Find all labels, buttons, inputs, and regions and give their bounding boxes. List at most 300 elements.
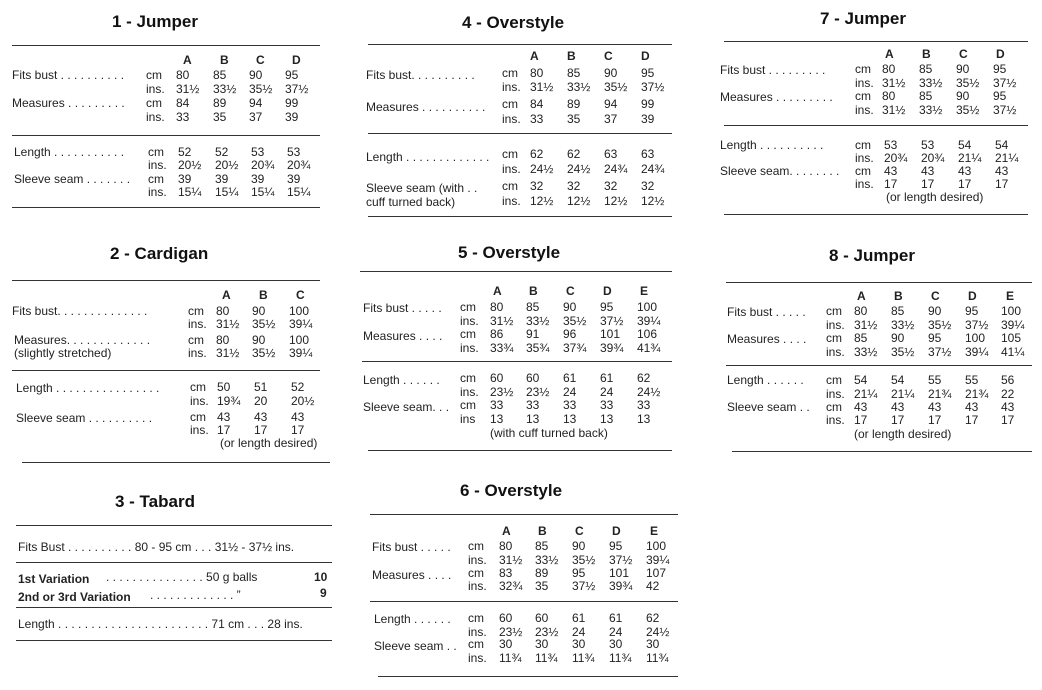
value-cell: 24 [563,385,577,399]
value-cell: 31½ [499,553,523,567]
divider [360,271,672,272]
value-cell: 20½ [291,394,315,408]
unit-ins: ins. [855,177,874,191]
value-cell: 30 [609,637,623,651]
unit-ins: ins. [826,387,845,401]
divider [16,562,332,563]
value-cell: 84 [530,97,544,111]
value-cell: 43 [995,164,1009,178]
row-label-sleeve-seam: Sleeve seam. . . . . . . . [720,164,840,178]
block-title: 3 - Tabard [115,492,195,511]
value-cell: 22 [1001,387,1015,401]
value-cell: 33 [637,398,651,412]
value-cell: 89 [567,97,581,111]
value-cell: 13 [526,412,540,426]
value-cell: 85 [535,539,549,553]
value-cell: 100 [646,539,667,553]
value-cell: 35½ [891,345,915,359]
value-cell: 99 [641,97,655,111]
value-cell: 80 [530,66,544,80]
value-cell: 21¾ [928,387,952,401]
size-header: C [931,289,940,303]
value-cell: 17 [1001,413,1015,427]
divider [12,280,320,281]
value-cell: 17 [217,423,231,437]
row-label-sleeve-seam: Sleeve seam (with . . [366,181,478,195]
value-cell: 37½ [641,80,665,94]
size-header: E [650,524,659,538]
row-label-note: (slightly stretched) [14,346,112,360]
value-cell: 62 [530,147,544,161]
value-cell: 15¼ [215,185,239,199]
block-title: 6 - Overstyle [460,481,563,500]
size-header: B [529,284,538,298]
value-cell: 101 [609,566,630,580]
value-cell: 43 [1001,400,1015,414]
value-cell: 54 [995,138,1009,152]
size-header: D [641,49,650,63]
value-cell: 20¾ [287,158,311,172]
value-cell: 21¼ [891,387,915,401]
value-cell: 39 [287,172,301,186]
size-header: A [885,47,894,61]
value-cell: 35½ [249,82,273,96]
value-cell: 80 [490,300,504,314]
unit-cm: cm [826,331,842,345]
value-cell: 13 [600,412,614,426]
value-cell: 80 [854,304,868,318]
value-cell: 32 [604,179,618,193]
value-cell: 80 [882,62,896,76]
value-cell: 23½ [526,385,550,399]
value-cell: 61 [572,611,586,625]
value-cell: 17 [891,413,905,427]
unit-cm: cm [148,145,164,159]
value-cell: 37½ [993,103,1017,117]
value-cell: 90 [956,89,970,103]
value-cell: 90 [891,331,905,345]
value-cell: 37 [249,110,263,124]
value-cell: 15¼ [251,185,275,199]
footnote: (or length desired) [886,190,984,204]
value-cell: 31½ [530,80,554,94]
value-cell: 80 [882,89,896,103]
value-cell: 11¾ [609,651,632,665]
unit-ins: ins. [146,82,165,96]
value-cell: 55 [965,373,979,387]
value-cell: 13 [563,412,577,426]
size-header: D [612,524,621,538]
row-label-length: Length . . . . . . [374,612,451,626]
row-label-sleeve-seam: Sleeve seam . . . . . . . . . . [16,411,153,425]
value-cell: 60 [526,371,540,385]
value-cell: 33 [563,398,577,412]
unit-cm: cm [460,398,476,412]
unit-cm: cm [855,89,871,103]
value-cell: 35½ [252,346,276,360]
value-cell: 24½ [637,385,661,399]
value-cell: 23½ [490,385,514,399]
unit-ins: ins. [460,385,479,399]
unit-ins: ins. [826,413,845,427]
value-cell: 12½ [567,194,591,208]
value-cell: 31½ [176,82,200,96]
unit-cm: cm [190,380,206,394]
size-header: E [1006,289,1015,303]
unit-cm: cm [468,611,484,625]
value-cell: 21¼ [958,151,982,165]
value-cell: 95 [609,539,623,553]
unit-cm: cm [855,62,871,76]
unit-cm: cm [502,179,518,193]
divider [724,214,1028,215]
row-label-measures: Measures . . . . [727,332,807,346]
value-cell: 85 [526,300,540,314]
value-cell: 15¼ [178,185,202,199]
row-leader: . . . . . . . . . . . . . . . 50 g balls [106,570,258,584]
value-cell: 39¼ [637,314,661,328]
value-cell: 80 [176,68,190,82]
value-cell: 85 [567,66,581,80]
unit-cm: cm [146,96,162,110]
value-cell: 54 [958,138,972,152]
row-label-measures: Measures . . . . . . . . . [720,90,833,104]
divider [368,450,672,451]
value-cell: 39¼ [289,346,313,360]
value-cell: 95 [600,300,614,314]
unit-ins: ins. [148,185,167,199]
value-cell: 95 [572,566,586,580]
value-cell: 35½ [572,553,596,567]
unit-cm: cm [148,172,164,186]
row-label-length: Length . . . . . . . . . . . . . [366,150,490,164]
size-header: A [493,284,502,298]
value-cell: 24 [572,625,586,639]
value-cell: 33½ [919,76,943,90]
value-cell: 106 [637,327,658,341]
value-cell: 33½ [567,80,591,94]
value-cell: 35 [535,579,549,593]
value-cell: 54 [854,373,868,387]
value-cell: 17 [965,413,979,427]
value-cell: 24¾ [641,162,665,176]
value-cell: 35½ [604,80,628,94]
value-cell: 95 [993,89,1007,103]
size-header: D [996,47,1005,61]
row-label-length: Length . . . . . . . . . . . . . . . . [16,381,160,395]
value-cell: 31½ [882,76,906,90]
divider [726,282,1032,283]
size-header: B [220,53,229,67]
unit-ins: ins. [190,394,209,408]
unit-cm: cm [460,300,476,314]
divider [12,207,320,208]
value-cell: 95 [285,68,299,82]
value-cell: 95 [928,331,942,345]
value-cell: 10 [314,570,328,584]
value-cell: 11¾ [535,651,558,665]
row-label-fits-bust: Fits bust . . . . . . . . . [720,63,826,77]
value-cell: 19¾ [217,394,241,408]
value-cell: 20½ [178,158,202,172]
value-cell: 21¼ [854,387,878,401]
value-cell: 24½ [530,162,554,176]
unit-ins: ins. [826,318,845,332]
size-header: D [968,289,977,303]
unit-cm: cm [468,637,484,651]
unit-ins: ins. [468,579,487,593]
value-cell: 20 [254,394,268,408]
value-cell: 24½ [567,162,591,176]
value-cell: 21¾ [965,387,989,401]
value-cell: 43 [217,410,231,424]
row-label-note: cuff turned back) [366,195,456,209]
value-cell: 23½ [535,625,559,639]
value-cell: 39 [641,112,655,126]
divider [22,462,330,463]
value-cell: 30 [572,637,586,651]
value-cell: 85 [213,68,227,82]
unit-cm: cm [188,333,204,347]
value-cell: 100 [289,333,310,347]
unit-ins: ins. [855,103,874,117]
block-title: 1 - Jumper [112,12,198,31]
size-header: C [575,524,584,538]
value-cell: 15¼ [287,185,311,199]
divider [12,370,320,371]
value-cell: 56 [1001,373,1015,387]
value-cell: 35 [213,110,227,124]
divider [370,514,678,515]
value-cell: 90 [928,304,942,318]
size-header: B [538,524,547,538]
divider [724,41,1028,42]
unit-cm: cm [826,373,842,387]
unit-ins: ins. [148,158,167,172]
value-cell: 11¾ [572,651,595,665]
row-label-sleeve-seam: Sleeve seam . . [374,639,457,653]
value-cell: 32 [567,179,581,193]
row-label-sleeve-seam: Sleeve seam . . . . . . . [14,172,131,186]
value-cell: 90 [252,304,266,318]
value-cell: 33 [490,398,504,412]
value-cell: 43 [291,410,305,424]
value-cell: 90 [572,539,586,553]
row-label-length: Length . . . . . . . . . . . [14,145,125,159]
value-cell: 41¼ [1001,345,1025,359]
unit-cm: cm [502,66,518,80]
value-cell: 33 [530,112,544,126]
value-cell: 86 [490,327,504,341]
value-cell: 53 [921,138,935,152]
value-cell: 9 [320,586,327,600]
unit-ins: ins. [460,341,479,355]
value-cell: 85 [891,304,905,318]
unit-cm: cm [188,304,204,318]
value-cell: 17 [928,413,942,427]
divider [16,640,332,641]
value-cell: 13 [637,412,651,426]
size-header: C [296,288,305,302]
divider [12,135,320,136]
value-cell: 99 [285,96,299,110]
row-leader: . . . . . . . . . . . . . ” [150,588,241,602]
unit-ins: ins. [146,110,165,124]
value-cell: 37½ [928,345,952,359]
value-cell: 89 [213,96,227,110]
divider [732,451,1032,452]
value-cell: 41¾ [637,341,661,355]
value-cell: 30 [646,637,660,651]
unit-ins: ins. [855,76,874,90]
value-cell: 107 [646,566,667,580]
unit-ins: ins. [188,346,207,360]
size-header: D [603,284,612,298]
value-cell: 55 [928,373,942,387]
value-cell: 63 [604,147,618,161]
unit-ins: ins. [460,314,479,328]
value-cell: 39¼ [965,345,989,359]
unit-cm: cm [855,164,871,178]
value-cell: 37½ [609,553,633,567]
value-cell: 90 [563,300,577,314]
unit-ins: ins. [826,345,845,359]
size-header: C [256,53,265,67]
value-cell: 30 [499,637,513,651]
value-cell: 17 [921,177,935,191]
value-cell: 61 [609,611,623,625]
block-title: 4 - Overstyle [462,13,565,32]
value-cell: 33 [600,398,614,412]
value-cell: 37½ [965,318,989,332]
value-cell: 32 [641,179,655,193]
value-cell: 17 [854,413,868,427]
value-cell: 52 [178,145,192,159]
unit-cm: cm [826,304,842,318]
value-cell: 39¼ [646,553,670,567]
value-cell: 43 [921,164,935,178]
unit-ins: ins. [468,625,487,639]
value-cell: 90 [249,68,263,82]
unit-ins: ins. [502,162,521,176]
unit-ins: ins. [190,423,209,437]
unit-ins: ins [460,412,476,426]
value-cell: 31½ [490,314,514,328]
value-cell: 20¾ [921,151,945,165]
value-cell: 21¼ [995,151,1019,165]
value-cell: 37½ [285,82,309,96]
value-cell: 50 [217,380,231,394]
value-cell: 30 [535,637,549,651]
size-header: B [922,47,931,61]
value-cell: 37½ [600,314,624,328]
size-header: B [259,288,268,302]
value-cell: 33½ [526,314,550,328]
unit-cm: cm [502,147,518,161]
row-label-fits-bust: Fits Bust . . . . . . . . . . 80 - 95 cm . . . 31½ - 37½ ins. [18,540,295,554]
value-cell: 105 [1001,331,1022,345]
row-label-measures: Measures . . . . [363,329,443,343]
row-label-fits-bust: Fits bust . . . . . [727,305,806,319]
footnote: (or length desired) [854,427,952,441]
size-header: A [183,53,192,67]
value-cell: 53 [287,145,301,159]
value-cell: 37 [604,112,618,126]
value-cell: 37¾ [563,341,587,355]
value-cell: 33½ [854,345,878,359]
row-label-fits-bust: Fits bust. . . . . . . . . . . . . . [12,304,148,318]
value-cell: 61 [600,371,614,385]
row-label-length: Length . . . . . . . . . . [720,138,824,152]
value-cell: 100 [965,331,986,345]
row-label-1st-variation: 1st Variation [18,572,90,586]
value-cell: 85 [919,89,933,103]
value-cell: 11¾ [499,651,522,665]
size-header: A [530,49,539,63]
value-cell: 60 [490,371,504,385]
value-cell: 35½ [252,317,276,331]
value-cell: 43 [928,400,942,414]
unit-ins: ins. [468,651,487,665]
size-header: A [222,288,231,302]
size-header: B [567,49,576,63]
value-cell: 53 [884,138,898,152]
value-cell: 80 [216,333,230,347]
unit-cm: cm [190,410,206,424]
value-cell: 90 [956,62,970,76]
row-label-measures: Measures . . . . . . . . . [12,96,125,110]
unit-cm: cm [146,68,162,82]
size-header: B [894,289,903,303]
value-cell: 42 [646,579,660,593]
row-label-sleeve-seam: Sleeve seam . . [727,400,810,414]
value-cell: 53 [251,145,265,159]
value-cell: 33 [526,398,540,412]
block-title: 2 - Cardigan [110,244,209,263]
size-header: D [292,53,301,67]
row-label-2nd-or-3rd-variation: 2nd or 3rd Variation [18,590,131,604]
row-label-length: Length . . . . . . [363,373,440,387]
divider [368,216,672,217]
value-cell: 35¾ [526,341,550,355]
divider [362,361,672,362]
value-cell: 94 [604,97,618,111]
value-cell: 95 [965,304,979,318]
value-cell: 39¾ [609,579,633,593]
value-cell: 32¾ [499,579,523,593]
value-cell: 35½ [956,76,980,90]
divider [16,525,332,526]
row-label-measures: Measures. . . . . . . . . . . . . [14,333,151,347]
value-cell: 32 [530,179,544,193]
size-header: A [857,289,866,303]
value-cell: 12½ [641,194,665,208]
value-cell: 62 [646,611,660,625]
value-cell: 24 [609,625,623,639]
divider [378,676,678,677]
value-cell: 62 [567,147,581,161]
value-cell: 43 [884,164,898,178]
value-cell: 24¾ [604,162,628,176]
value-cell: 33½ [535,553,559,567]
value-cell: 17 [884,177,898,191]
value-cell: 94 [249,96,263,110]
value-cell: 35½ [563,314,587,328]
value-cell: 39¾ [600,341,624,355]
value-cell: 90 [252,333,266,347]
value-cell: 35½ [956,103,980,117]
value-cell: 52 [215,145,229,159]
